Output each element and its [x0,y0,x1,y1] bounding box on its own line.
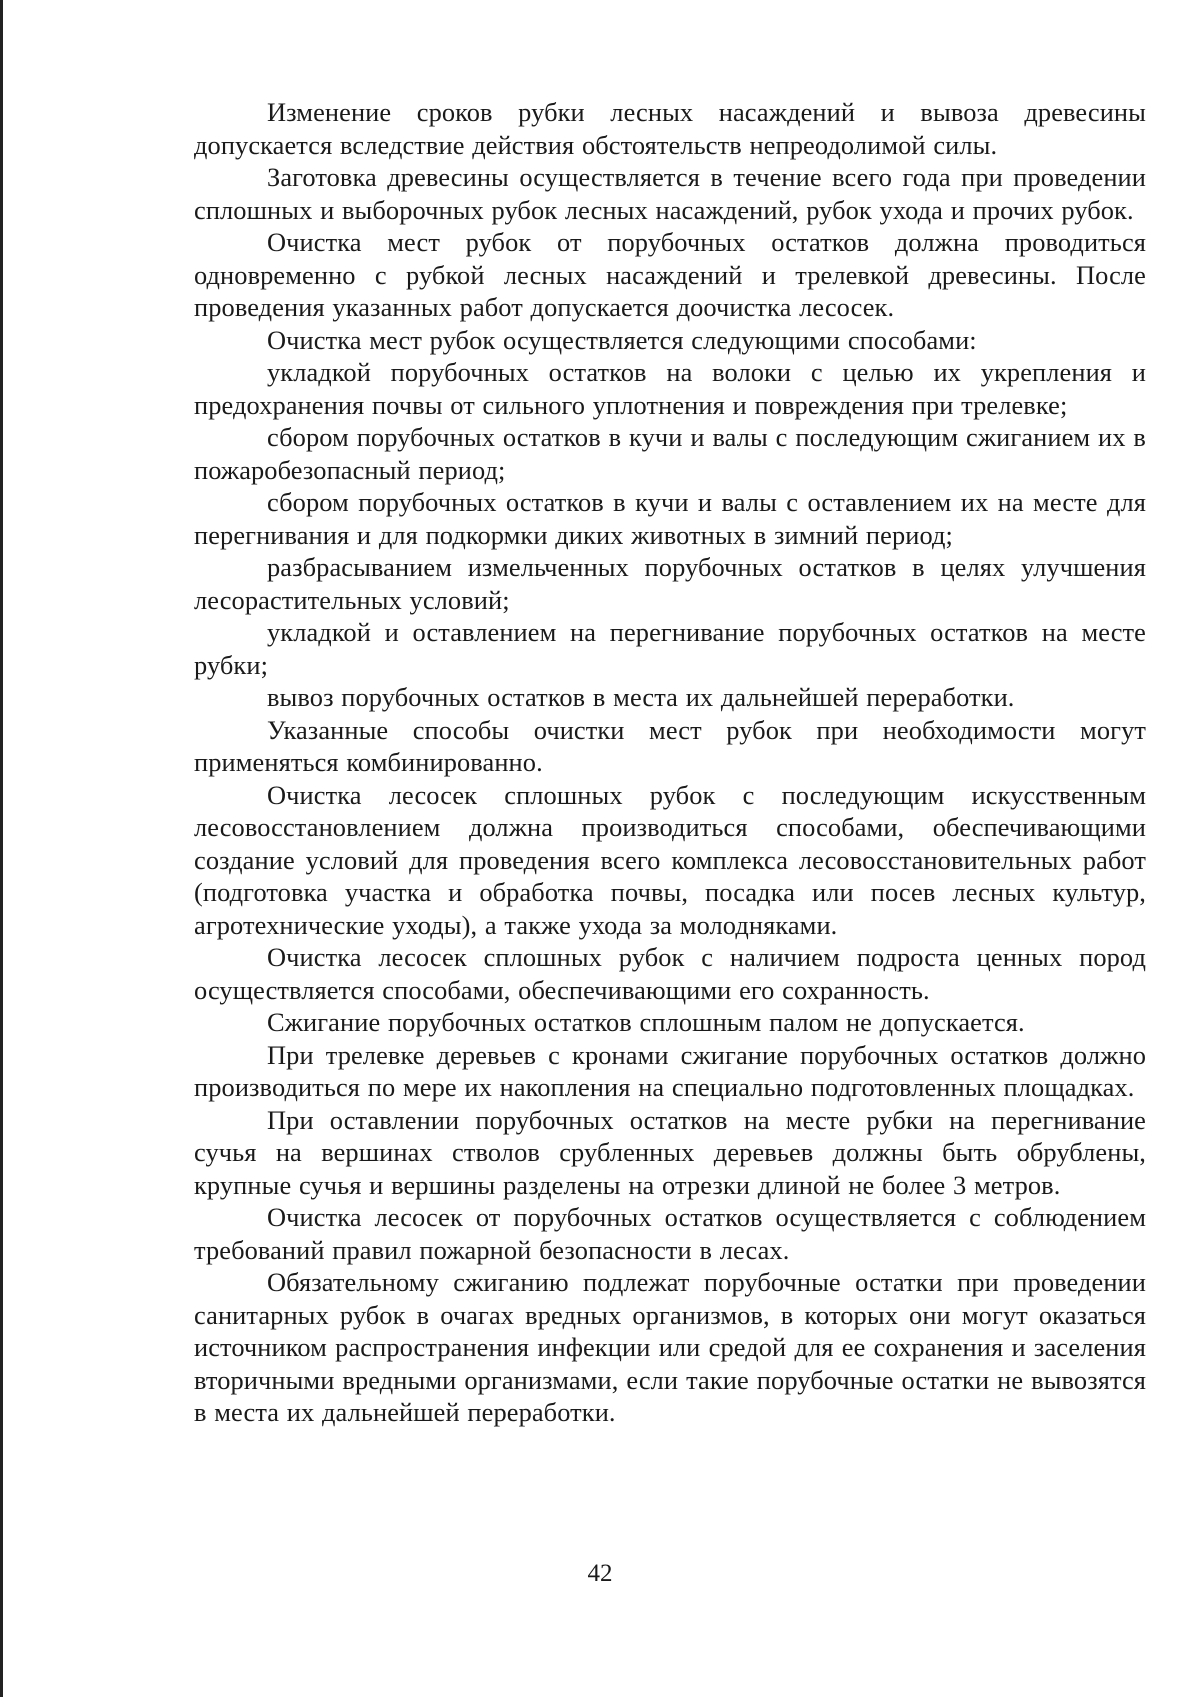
paragraph-5: укладкой порубочных остатков на волоки с целью их укрепления и предохранения почвы от сильного уплотнения и повреждения при трелевке; [194,357,1146,420]
paragraph-16: При оставлении порубочных остатков на месте рубки на перегнивание сучья на вершинах стволов срубленных деревьев должны быть обрублены, крупные сучья и вершины разделены на отрезки длиной не более 3 метров. [194,1104,1146,1200]
document-body [194,96,1146,1429]
paragraph-9: укладкой и оставлением на перегнивание порубочных остатков на месте рубки; [194,617,1146,680]
paragraph-2: Заготовка древесины осуществляется в течение всего года при проведении сплошных и выборочных рубок лесных насаждений, рубок ухода и прочих рубок. [194,162,1146,225]
page-number: 42 [587,1560,613,1587]
paragraph-3: Очистка мест рубок от порубочных остатков должна проводиться одновременно с рубкой лесных насаждений и трелевкой древесины. После проведения указанных работ допускается доочистка лесосек. [194,227,1146,322]
paragraph-10: вывоз порубочных остатков в места их дальнейшей переработки. [267,682,1015,712]
scan-edge-line [0,0,3,1697]
paragraph-6: сбором порубочных остатков в кучи и валы с последующим сжиганием их в пожаробезопасный период; [194,422,1146,485]
paragraph-12: Очистка лесосек сплошных рубок с последующим искусственным лесовосстановлением должна производиться способами, обеспечивающими создание условий для проведения всего комплекса лесовосстановительных работ (подготовка участка и обработка почвы, посадка или посев лесных культур, агротехнические уходы), а также ухода за молодняками. [194,779,1146,940]
paragraph-1: Изменение сроков рубки лесных насаждений и вывоза древесины допускается вследствие действия обстоятельств непреодолимой силы. [194,97,1146,160]
paragraph-18: Обязательному сжиганию подлежат порубочные остатки при проведении санитарных рубок в очагах вредных организмов, в которых они могут оказаться источником распространения инфекции или средой для ее сохранения и заселения вторичными вредными организмами, если такие порубочные остатки не вывозятся в места их дальнейшей переработки. [194,1267,1146,1427]
paragraph-7: сбором порубочных остатков в кучи и валы с оставлением их на месте для перегнивания и для подкормки диких животных в зимний период; [194,487,1146,550]
paragraph-8: разбрасыванием измельченных порубочных остатков в целях улучшения лесорастительных условий; [194,552,1146,615]
paragraph-11: Указанные способы очистки мест рубок при необходимости могут применяться комбинированно. [194,714,1146,777]
paragraph-13: Очистка лесосек сплошных рубок с наличием подроста ценных пород осуществляется способами, обеспечивающими его сохранность. [194,942,1146,1005]
paragraph-14: Сжигание порубочных остатков сплошным палом не допускается. [267,1007,1025,1037]
paragraph-15: При трелевке деревьев с кронами сжигание порубочных остатков должно производиться по мере их накопления на специально подготовленных площадках. [194,1039,1146,1102]
paragraph-17: Очистка лесосек от порубочных остатков осуществляется с соблюдением требований правил пожарной безопасности в лесах. [194,1202,1146,1265]
paragraph-4: Очистка мест рубок осуществляется следующими способами: [267,324,977,355]
